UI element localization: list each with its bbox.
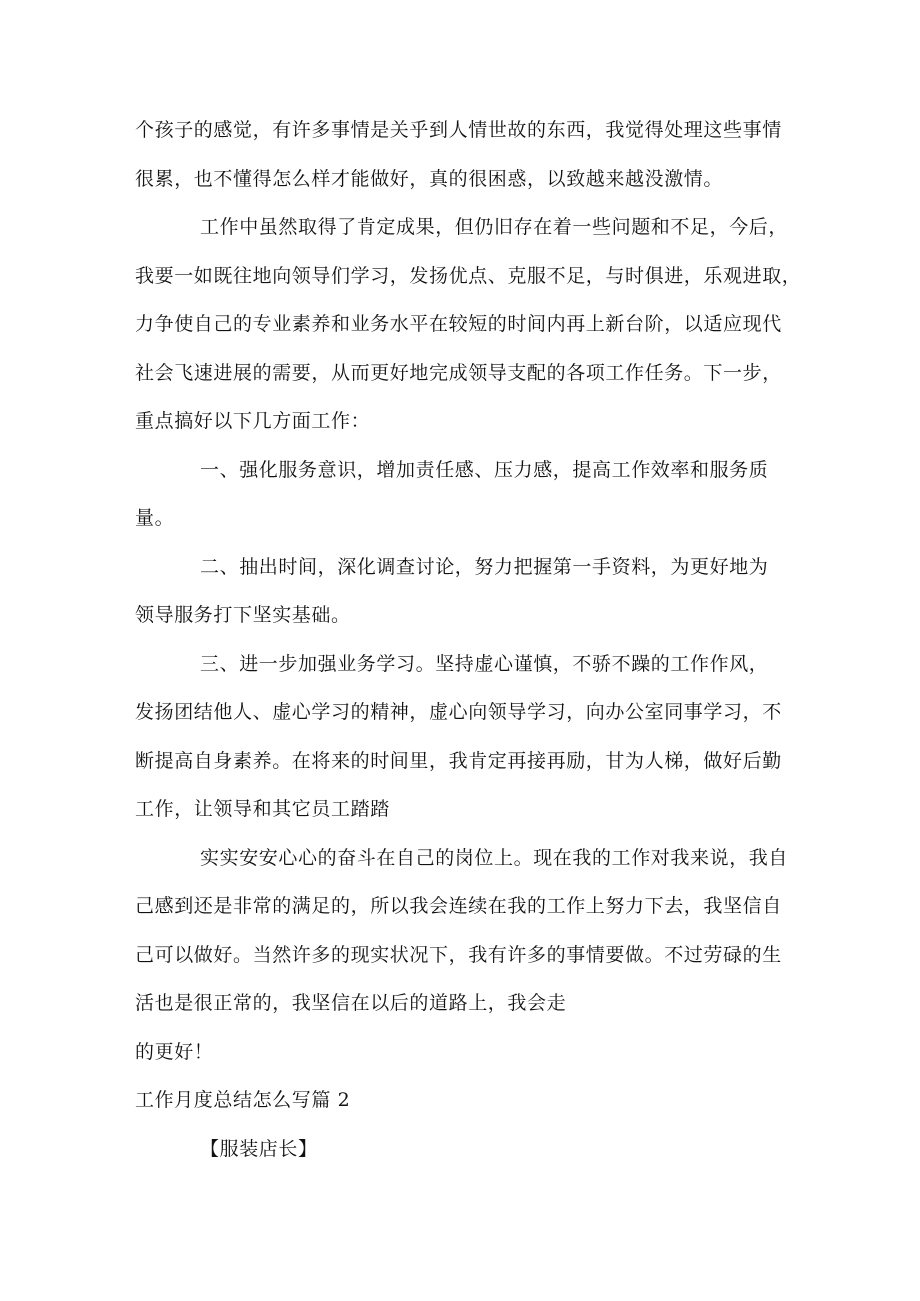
text-line: 实实安安心心的奋斗在自己的岗位上。现在我的工作对我来说，我自 <box>200 846 789 869</box>
section-heading: 工作月度总结怎么写篇 2 <box>135 1089 351 1111</box>
text-line: 三、进一步加强业务学习。坚持虚心谨慎，不骄不躁的工作作风， <box>200 652 769 675</box>
section-subheading: 【服装店长】 <box>200 1137 318 1160</box>
text-line: 个孩子的感觉，有许多事情是关乎到人情世故的东西，我觉得处理这些事情 <box>135 119 782 141</box>
text-line: 领导服务打下坚实基础。 <box>135 604 351 626</box>
text-line: 工作中虽然取得了肯定成果，但仍旧存在着一些问题和不足，今后， <box>200 216 789 238</box>
text-line: 己可以做好。当然许多的现实状况下，我有许多的事情要做。不过劳碌的生 <box>135 943 782 966</box>
text-line: 活也是很正常的，我坚信在以后的道路上，我会走 <box>135 992 567 1014</box>
text-line: 我要一如既往地向领导们学习，发扬优点、克服不足，与时俱进，乐观进取， <box>135 264 802 287</box>
text-line: 己感到还是非常的满足的，所以我会连续在我的工作上努力下去，我坚信自 <box>135 895 782 917</box>
paragraph-item-1 <box>135 446 835 543</box>
text-line: 社会飞速进展的需要，从而更好地完成领导支配的各项工作任务。下一步， <box>135 361 782 384</box>
text-line: 断提高自身素养。在将来的时间里，我肯定再接再励，甘为人梯，做好后勤 <box>135 749 782 772</box>
paragraph-continuation <box>135 106 835 203</box>
paragraph-conclusion <box>135 834 835 1028</box>
text-line: 的更好！ <box>135 1040 214 1063</box>
text-line: 二、抽出时间，深化调查讨论，努力把握第一手资料，为更好地为 <box>200 555 769 578</box>
text-line: 重点搞好以下几方面工作： <box>135 410 371 432</box>
document-body <box>135 106 835 1173</box>
text-line: 发扬团结他人、虚心学习的精神，虚心向领导学习，向办公室同事学习，不 <box>135 701 782 723</box>
text-line: 力争使自己的专业素养和业务水平在较短的时间内再上新台阶，以适应现代 <box>135 313 782 335</box>
paragraph-item-2 <box>135 543 835 640</box>
text-line: 工作，让领导和其它员工踏踏 <box>135 798 390 820</box>
text-line: 很累，也不懂得怎么样才能做好，真的很困惑，以致越来越没激情。 <box>135 167 724 190</box>
section-subheading-block <box>135 1125 835 1174</box>
paragraph-future-work <box>135 203 835 446</box>
text-line: 量。 <box>135 507 175 529</box>
paragraph-closing <box>135 1028 835 1077</box>
section-heading-block <box>135 1076 835 1125</box>
text-line: 一、强化服务意识，增加责任感、压力感，提高工作效率和服务质 <box>200 458 769 481</box>
paragraph-item-3 <box>135 640 835 834</box>
